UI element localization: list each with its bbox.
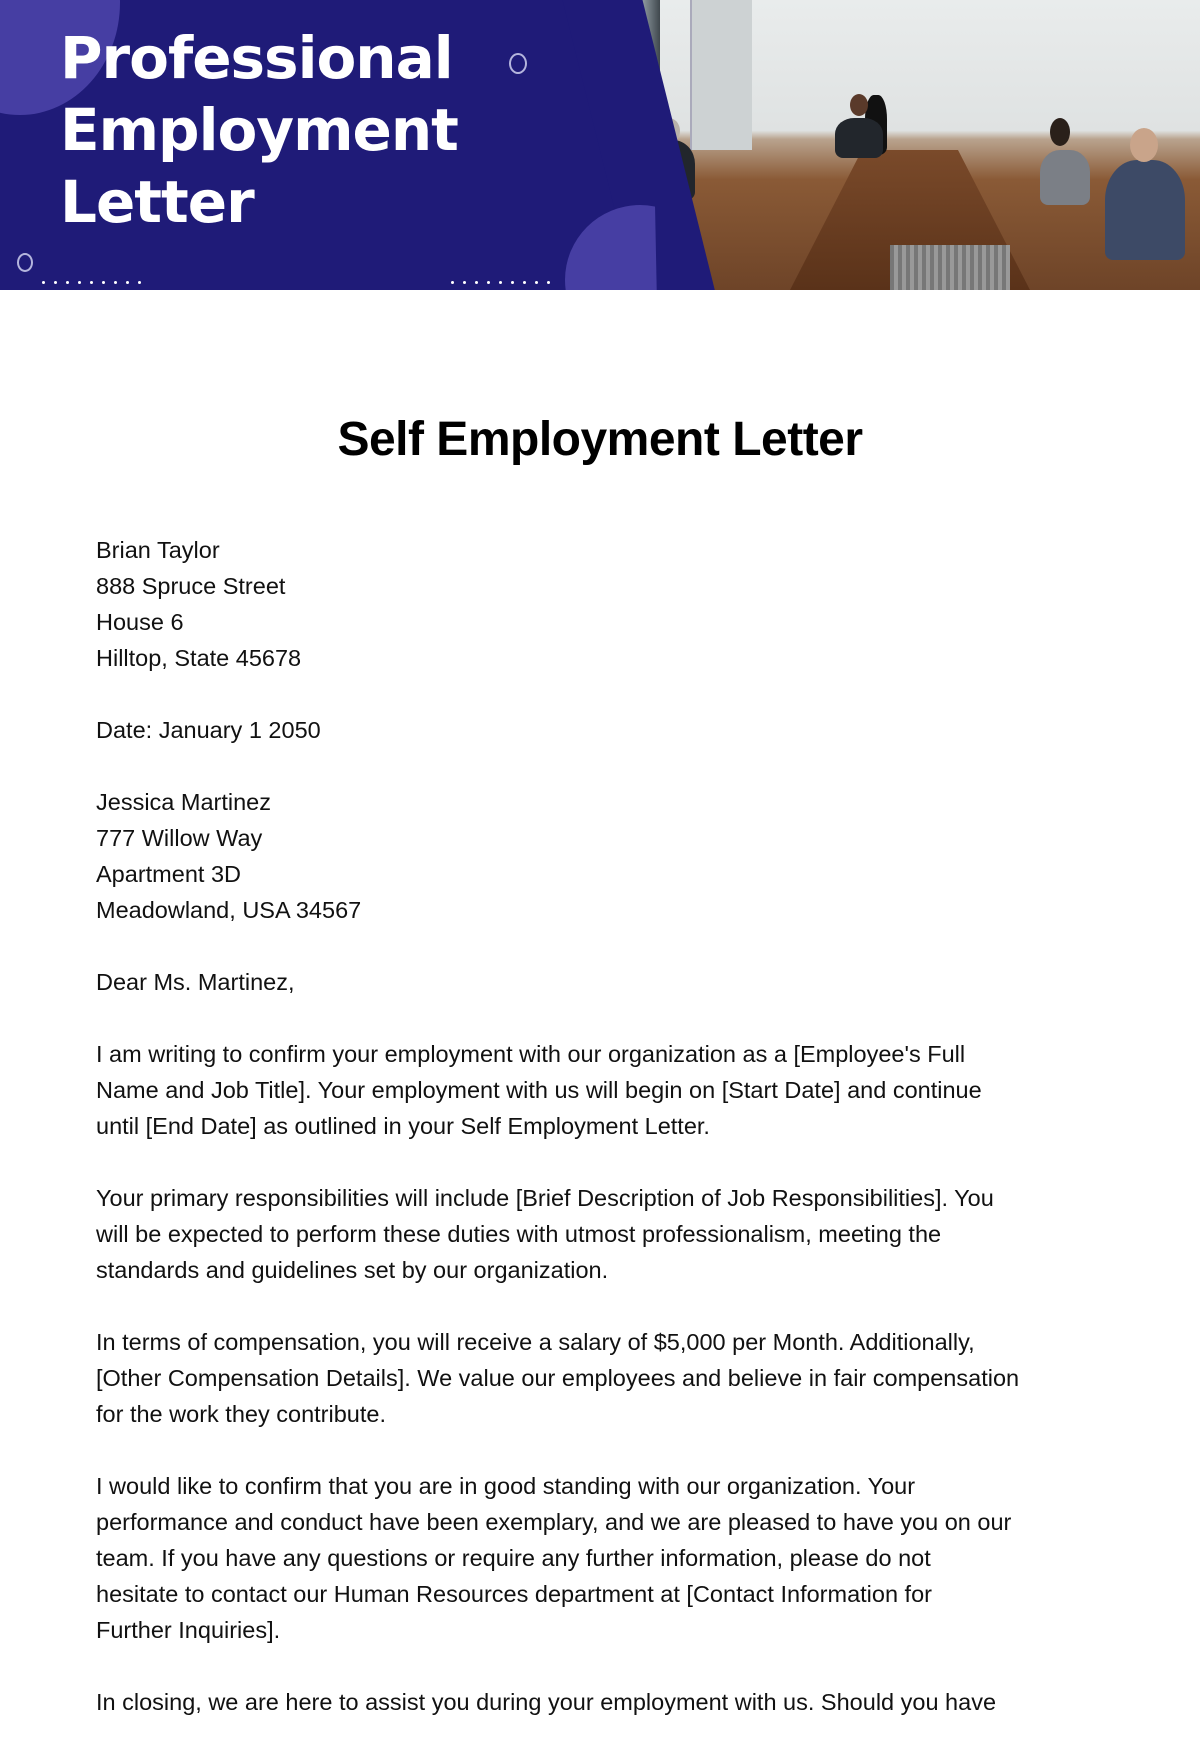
paragraph-line: Name and Job Title]. Your employment with us will begin on [Start Date] and continue (96, 1077, 982, 1103)
paragraph-line: team. If you have any questions or require any further information, please do not (96, 1545, 931, 1571)
banner-title (60, 22, 458, 238)
paragraph-line: Further Inquiries]. (96, 1617, 281, 1643)
banner-title-line: Letter (60, 168, 254, 236)
paragraph-line: until [End Date] as outlined in your Self Employment Letter. (96, 1113, 710, 1139)
banner-title-line: Professional (60, 24, 453, 92)
sender-city: Hilltop, State 45678 (96, 645, 302, 671)
date-text: Date: January 1 2050 (96, 717, 321, 743)
paragraph-line: [Other Compensation Details]. We value our employees and believe in fair compensation (96, 1365, 1020, 1391)
paragraph-standing (96, 1468, 1116, 1648)
recipient-unit: Apartment 3D (96, 861, 241, 887)
paragraph-employment (96, 1036, 1116, 1144)
paragraph-line: hesitate to contact our Human Resources department at [Contact Information for (96, 1581, 932, 1607)
salutation (96, 964, 1116, 1000)
paragraph-line: for the work they contribute. (96, 1401, 386, 1427)
letter-date (96, 712, 1116, 748)
dots-decoration (42, 281, 141, 284)
document-title: Self Employment Letter (337, 413, 863, 466)
paragraph-compensation (96, 1324, 1116, 1432)
recipient-city: Meadowland, USA 34567 (96, 897, 362, 923)
sender-address (96, 532, 1116, 676)
paragraph-line: I would like to confirm that you are in good standing with our organization. Your (96, 1473, 916, 1499)
ring-decoration (509, 53, 527, 74)
recipient-street: 777 Willow Way (96, 825, 263, 851)
paragraph-line: standards and guidelines set by our organization. (96, 1257, 609, 1283)
sender-street: 888 Spruce Street (96, 573, 286, 599)
sender-name: Brian Taylor (96, 537, 220, 563)
paragraph-line: In terms of compensation, you will receive a salary of $5,000 per Month. Additionally, (96, 1329, 975, 1355)
ring-decoration (17, 253, 33, 272)
paragraph-responsibilities (96, 1180, 1116, 1288)
salutation-text: Dear Ms. Martinez, (96, 969, 295, 995)
paragraph-line: Your primary responsibilities will include [Brief Description of Job Responsibilities]. You (96, 1185, 994, 1211)
paragraph-line: performance and conduct have been exemplary, and we are pleased to have you on our (96, 1509, 1012, 1535)
sender-unit: House 6 (96, 609, 184, 635)
meeting-room-photo (620, 0, 1200, 290)
banner-title-line: Employment (60, 96, 458, 164)
recipient-name: Jessica Martinez (96, 789, 271, 815)
paragraph-closing (96, 1684, 1116, 1720)
dots-decoration (451, 281, 550, 284)
paragraph-line: I am writing to confirm your employment with our organization as a [Employee's Full (96, 1041, 966, 1067)
recipient-address (96, 784, 1116, 928)
paragraph-line: In closing, we are here to assist you during your employment with us. Should you have (96, 1689, 997, 1715)
paragraph-line: will be expected to perform these duties with utmost professionalism, meeting the (96, 1221, 942, 1247)
header-banner (0, 0, 1200, 290)
letter-body (96, 532, 1116, 1756)
